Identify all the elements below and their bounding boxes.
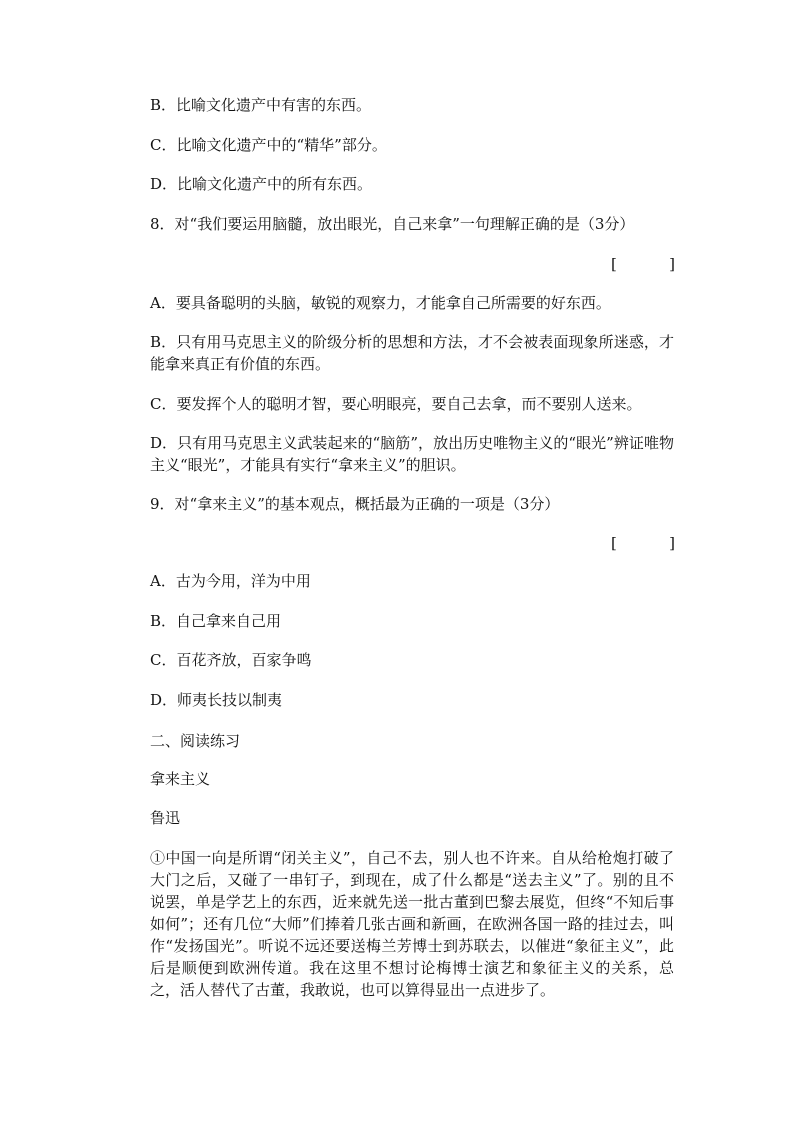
- q8-bracket-left: [: [611, 255, 617, 273]
- essay-paragraph-1: ①中国一向是所谓“闭关主义”，自己不去，别人也不许来。自从给枪炮打破了大门之后，又碰了一串钉子，到现在，成了什么都是“送去主义”了。别的且不说罢，单是学艺上的东西，近来就先送一批古董到巴黎去展览，但终“不知后事如何”；还有几位“大师”们捧着几张古画和新画，在欧洲各国一路的挂过去，叫作“发扬国光”。听说不远还要送梅兰芳博士到苏联去，以催进“象征主义”，此后是顺便到欧洲传道。我在这里不想讨论梅博士演艺和象征主义的关系，总之，活人替代了古董，我敢说，也可以算得显出一点进步了。: [150, 849, 674, 999]
- q9-bracket-right: ]: [669, 534, 675, 552]
- q9-stem: 9．对“拿来主义”的基本观点，概括最为正确的一项是（3分）: [150, 495, 560, 513]
- q9-option-a: A．古为今用，洋为中用: [150, 572, 311, 590]
- q8-option-c: C．要发挥个人的聪明才智，要心明眼亮，要自己去拿，而不要别人送来。: [150, 395, 642, 413]
- q8-bracket-right: ]: [669, 255, 675, 273]
- q7-option-c: C．比喻文化遗产中的“精华”部分。: [150, 136, 387, 154]
- essay-author: 鲁迅: [150, 809, 181, 827]
- q8-option-d: D．只有用马克思主义武装起来的“脑筋”，放出历史唯物主义的“眼光”辨证唯物主义“眼光”，才能具有实行“拿来主义”的胆识。: [150, 434, 674, 474]
- q7-option-b: B．比喻文化遗产中有害的东西。: [150, 96, 372, 114]
- essay-title: 拿来主义: [150, 770, 211, 788]
- section-heading: 二、阅读练习: [150, 732, 241, 750]
- q8-stem: 8．对“我们要运用脑髓，放出眼光，自己来拿”一句理解正确的是（3分）: [150, 215, 635, 233]
- q9-option-b: B．自己拿来自己用: [150, 612, 282, 630]
- q9-option-d: D．师夷长技以制夷: [150, 691, 283, 709]
- q8-option-b: B．只有用马克思主义的阶级分析的思想和方法，才不会被表面现象所迷惑，才能拿来真正有价值的东西。: [150, 333, 674, 373]
- q7-option-d: D．比喻文化遗产中的所有东西。: [150, 175, 373, 193]
- q9-bracket-left: [: [611, 534, 617, 552]
- q8-answer-bracket: [611, 254, 675, 274]
- q9-option-c: C．百花齐放，百家争鸣: [150, 651, 312, 669]
- q8-option-a: A．要具备聪明的头脑，敏锐的观察力，才能拿自己所需要的好东西。: [150, 294, 611, 312]
- q9-answer-bracket: [611, 533, 675, 553]
